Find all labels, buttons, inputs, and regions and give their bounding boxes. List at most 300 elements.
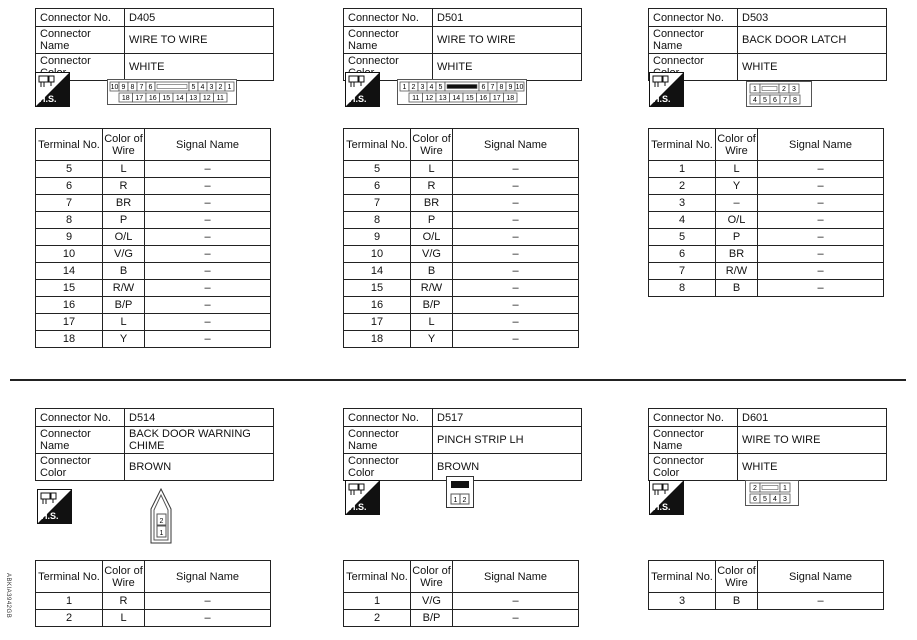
pin-label: 18 [506, 94, 515, 102]
color-of-wire-header: Color of Wire [103, 129, 145, 161]
pin-label: 4 [200, 83, 205, 91]
wire-color-cell: R [103, 178, 145, 195]
wire-color-cell: P [103, 212, 145, 229]
wire-color-cell: V/G [103, 246, 145, 263]
pin-label: 7 [490, 83, 495, 91]
harness-side-icon [35, 72, 70, 107]
wire-color-cell: L [103, 610, 145, 627]
pin-label: 4 [753, 96, 757, 104]
terminal-no-cell: 7 [344, 195, 411, 212]
signal-name-cell: – [758, 178, 884, 195]
terminal-table [35, 560, 271, 627]
terminal-no-cell: 2 [649, 178, 716, 195]
pin-label: 2 [753, 484, 757, 492]
wire-color-cell: L [103, 314, 145, 331]
wire-color-cell: O/L [103, 229, 145, 246]
signal-name-header: Signal Name [145, 129, 271, 161]
signal-name-cell: – [145, 297, 271, 314]
pin-label: 3 [420, 83, 425, 91]
hs-label: H.S. [41, 511, 59, 521]
terminal-row [649, 212, 884, 229]
terminal-table [648, 128, 884, 297]
terminal-table [343, 560, 579, 627]
terminal-row [344, 229, 579, 246]
terminal-row [344, 263, 579, 280]
terminal-no-cell: 7 [36, 195, 103, 212]
signal-name-cell: – [145, 178, 271, 195]
pin-label: 7 [139, 83, 144, 91]
wire-color-cell: B [103, 263, 145, 280]
pin-row-bottom [750, 494, 790, 503]
signal-name-cell: – [145, 161, 271, 178]
terminal-row [344, 178, 579, 195]
connector-face-diagram [397, 79, 527, 105]
wire-color-cell: B [716, 593, 758, 610]
connector-name-value: PINCH STRIP LH [433, 427, 582, 454]
wire-color-cell: R [411, 178, 453, 195]
wire-color-cell: R/W [411, 280, 453, 297]
terminal-table-d405 [35, 128, 271, 348]
terminal-row [344, 593, 579, 610]
signal-name-cell: – [145, 195, 271, 212]
pin-label: 12 [202, 94, 211, 102]
terminal-no-header: Terminal No. [344, 561, 411, 593]
hs-label: H.S. [653, 94, 671, 104]
connector-block-d405 [35, 8, 274, 81]
connector-no-value: D601 [738, 409, 887, 427]
connector-info-table [343, 8, 582, 81]
terminal-no-cell: 9 [36, 229, 103, 246]
pin-row-bottom [750, 95, 800, 104]
signal-name-cell: – [758, 246, 884, 263]
pin-label: 11 [412, 94, 420, 102]
pin-label: 2 [218, 83, 223, 91]
lock-tab-slot [447, 85, 477, 89]
terminal-table-d517 [343, 560, 579, 627]
color-of-wire-header: Color of Wire [411, 561, 453, 593]
pin-label: 12 [425, 94, 434, 102]
terminal-row [344, 212, 579, 229]
terminal-table [35, 128, 271, 348]
terminal-no-cell: 2 [36, 610, 103, 627]
connector-color-value: WHITE [738, 454, 887, 481]
wire-color-cell: P [411, 212, 453, 229]
signal-name-cell: – [453, 229, 579, 246]
signal-name-cell: – [453, 178, 579, 195]
pin-label: 2 [782, 85, 786, 93]
terminal-no-cell: 18 [344, 331, 411, 348]
terminal-row [649, 195, 884, 212]
wire-color-cell: L [411, 314, 453, 331]
terminal-no-cell: 8 [344, 212, 411, 229]
terminal-row [36, 610, 271, 627]
connector-face-diagram [107, 79, 237, 105]
connector-info-table [343, 408, 582, 481]
wire-color-cell: B/P [103, 297, 145, 314]
signal-name-cell: – [453, 314, 579, 331]
connector-block-d501 [343, 8, 582, 81]
pin-label: 17 [135, 94, 144, 102]
terminal-no-cell: 6 [36, 178, 103, 195]
terminal-row [344, 195, 579, 212]
terminal-no-header: Terminal No. [36, 129, 103, 161]
harness-side-icon [345, 480, 380, 515]
wire-color-cell: L [716, 161, 758, 178]
wire-color-cell: O/L [411, 229, 453, 246]
connector-name-value: BACK DOOR LATCH [738, 27, 887, 54]
wire-color-cell: R/W [716, 263, 758, 280]
pin-label: 2 [462, 497, 467, 504]
terminal-row [36, 246, 271, 263]
lock-tab-slot [157, 85, 187, 89]
pin-label: 6 [773, 96, 777, 104]
color-of-wire-header: Color of Wire [716, 129, 758, 161]
connector-name-value: BACK DOOR WARNING CHIME [125, 427, 274, 454]
connector-color-value: BROWN [433, 454, 582, 481]
pin-label: 10 [515, 83, 524, 91]
terminal-table-d501 [343, 128, 579, 348]
pin-row-top [110, 82, 234, 91]
signal-name-cell: – [453, 195, 579, 212]
connector-name-label: Connector Name [36, 427, 125, 454]
terminal-no-cell: 9 [344, 229, 411, 246]
wire-color-cell: Y [716, 178, 758, 195]
pin-label: 3 [792, 85, 796, 93]
pin-label: 4 [429, 83, 434, 91]
connector-no-label: Connector No. [36, 9, 125, 27]
pin-label: 1 [753, 85, 757, 93]
connector-name-label: Connector Name [36, 27, 125, 54]
connector-face-diagram [746, 81, 812, 107]
terminal-row [344, 610, 579, 627]
signal-name-cell: – [145, 314, 271, 331]
pin-label: 16 [148, 94, 157, 102]
terminal-table-d503 [648, 128, 884, 297]
terminal-no-cell: 5 [36, 161, 103, 178]
connector-no-label: Connector No. [649, 409, 738, 427]
terminal-row [649, 593, 884, 610]
harness-side-icon [649, 72, 684, 107]
pin-row-top [400, 82, 524, 91]
wire-color-cell: L [103, 161, 145, 178]
wire-color-cell: P [716, 229, 758, 246]
pin-label: 1 [402, 83, 407, 91]
terminal-no-cell: 8 [36, 212, 103, 229]
wire-color-cell: B [411, 263, 453, 280]
terminal-row [649, 280, 884, 297]
signal-name-cell: – [145, 263, 271, 280]
terminal-no-cell: 7 [649, 263, 716, 280]
wire-color-cell: BR [103, 195, 145, 212]
terminal-no-cell: 1 [649, 161, 716, 178]
signal-name-cell: – [453, 212, 579, 229]
signal-name-header: Signal Name [758, 129, 884, 161]
connector-no-value: D405 [125, 9, 274, 27]
connector-face-diagram [446, 476, 474, 508]
pin-label: 2 [411, 83, 416, 91]
terminal-row [649, 263, 884, 280]
pin-label: 5 [763, 495, 767, 503]
terminal-row [36, 331, 271, 348]
terminal-row [344, 314, 579, 331]
pin-label: 1 [227, 83, 232, 91]
harness-side-icon [345, 72, 380, 107]
connector-face-diagram [147, 487, 175, 547]
connector-block-d601 [648, 408, 887, 481]
signal-name-cell: – [453, 331, 579, 348]
pin-label: 9 [121, 83, 126, 91]
terminal-no-header: Terminal No. [649, 129, 716, 161]
terminal-table-d601 [648, 560, 884, 610]
terminal-row [36, 195, 271, 212]
signal-name-header: Signal Name [453, 129, 579, 161]
connector-color-value: BROWN [125, 454, 274, 481]
terminal-no-cell: 3 [649, 195, 716, 212]
hs-label: H.S. [349, 94, 367, 104]
wire-color-cell: – [716, 195, 758, 212]
pin-label: 4 [773, 495, 777, 503]
color-of-wire-header: Color of Wire [716, 561, 758, 593]
terminal-no-cell: 6 [649, 246, 716, 263]
signal-name-header: Signal Name [453, 561, 579, 593]
terminal-table [343, 128, 579, 348]
pin-row-top [750, 483, 790, 492]
pin-label: 5 [191, 83, 196, 91]
color-of-wire-header: Color of Wire [103, 561, 145, 593]
connector-no-label: Connector No. [649, 9, 738, 27]
signal-name-cell: – [145, 246, 271, 263]
terminal-no-header: Terminal No. [344, 129, 411, 161]
connector-name-value: WIRE TO WIRE [433, 27, 582, 54]
wire-color-cell: O/L [716, 212, 758, 229]
signal-name-cell: – [145, 212, 271, 229]
pin-label: 10 [110, 83, 119, 91]
terminal-no-cell: 14 [344, 263, 411, 280]
wire-color-cell: BR [411, 195, 453, 212]
wire-color-cell: V/G [411, 246, 453, 263]
connector-color-label: Connector [36, 54, 125, 81]
terminal-no-cell: 16 [344, 297, 411, 314]
pin-label: 9 [508, 83, 513, 91]
pin-label: 8 [793, 96, 797, 104]
pin-label: 14 [452, 94, 461, 102]
connector-no-value: D517 [433, 409, 582, 427]
terminal-row [344, 331, 579, 348]
pin-label: 2 [159, 518, 164, 525]
pin-row-bottom [409, 93, 517, 102]
connector-name-value: WIRE TO WIRE [125, 27, 274, 54]
terminal-no-cell: 4 [649, 212, 716, 229]
terminal-no-cell: 5 [344, 161, 411, 178]
connector-color-label: Connector Color [344, 454, 433, 481]
connector-no-value: D503 [738, 9, 887, 27]
pin-label: 15 [465, 94, 474, 102]
connector-no-label: Connector No. [344, 9, 433, 27]
pin-label: 3 [783, 495, 787, 503]
terminal-row [36, 263, 271, 280]
terminal-row [344, 280, 579, 297]
terminal-no-cell: 10 [344, 246, 411, 263]
wire-color-cell: L [411, 161, 453, 178]
terminal-table-d514 [35, 560, 271, 627]
connector-color-label: Connector Color [36, 454, 125, 481]
wire-color-cell: B/P [411, 610, 453, 627]
terminal-row [344, 246, 579, 263]
signal-name-cell: – [453, 297, 579, 314]
pin-label: 13 [438, 94, 447, 102]
hs-label: H.S. [39, 94, 57, 104]
connector-color-label: Connector [649, 54, 738, 81]
terminal-row [649, 229, 884, 246]
connector-color-label: Connector [344, 54, 433, 81]
pin-label: 1 [159, 530, 164, 537]
terminal-no-cell: 18 [36, 331, 103, 348]
signal-name-cell: – [758, 229, 884, 246]
connector-name-label: Connector Name [344, 27, 433, 54]
terminal-no-cell: 1 [344, 593, 411, 610]
figure-code: ABKIA3942GB [5, 573, 11, 619]
connector-block-d503 [648, 8, 887, 81]
pin-label: 16 [479, 94, 488, 102]
connector-name-value: WIRE TO WIRE [738, 427, 887, 454]
connector-no-label: Connector No. [36, 409, 125, 427]
wire-color-cell: B [716, 280, 758, 297]
connector-info-table [648, 8, 887, 81]
terminal-no-cell: 2 [344, 610, 411, 627]
terminal-no-header: Terminal No. [649, 561, 716, 593]
connector-block-d514 [35, 408, 274, 481]
terminal-row [36, 280, 271, 297]
terminal-row [649, 246, 884, 263]
signal-name-cell: – [758, 280, 884, 297]
pin-row-bottom [119, 93, 227, 102]
terminal-no-cell: 14 [36, 263, 103, 280]
hs-label: H.S. [653, 502, 671, 512]
hs-label: H.S. [349, 502, 367, 512]
color-of-wire-header: Color of Wire [411, 129, 453, 161]
connector-face-diagram [745, 480, 799, 506]
lock-tab-slot [762, 486, 778, 490]
terminal-row [649, 178, 884, 195]
terminal-row [36, 161, 271, 178]
signal-name-cell: – [758, 212, 884, 229]
signal-name-header: Signal Name [145, 561, 271, 593]
terminal-row [344, 161, 579, 178]
signal-name-cell: – [758, 263, 884, 280]
signal-name-cell: – [145, 280, 271, 297]
terminal-table [648, 560, 884, 610]
terminal-row [649, 161, 884, 178]
terminal-no-cell: 8 [649, 280, 716, 297]
wire-color-cell: V/G [411, 593, 453, 610]
terminal-no-cell: 5 [649, 229, 716, 246]
harness-side-icon [37, 489, 72, 524]
connector-block-d517 [343, 408, 582, 481]
connector-no-value: D501 [433, 9, 582, 27]
pin-label: 5 [438, 83, 443, 91]
pin-label: 8 [130, 83, 135, 91]
signal-name-cell: – [453, 593, 579, 610]
pin-label: 7 [783, 96, 787, 104]
pin-label: 11 [216, 94, 224, 102]
connector-color-label: Connector Color [649, 454, 738, 481]
wire-color-cell: B/P [411, 297, 453, 314]
terminal-row [36, 212, 271, 229]
connector-name-label: Connector Name [649, 27, 738, 54]
lock-tab-slot [762, 87, 777, 91]
connector-name-label: Connector Name [649, 427, 738, 454]
harness-side-icon [649, 480, 684, 515]
terminal-no-cell: 3 [649, 593, 716, 610]
pin-label: 1 [783, 484, 787, 492]
signal-name-cell: – [145, 610, 271, 627]
connector-name-label: Connector Name [344, 427, 433, 454]
signal-name-cell: – [453, 610, 579, 627]
signal-name-cell: – [145, 593, 271, 610]
terminal-no-cell: 6 [344, 178, 411, 195]
signal-name-cell: – [145, 331, 271, 348]
terminal-no-cell: 17 [344, 314, 411, 331]
pin-row-top [750, 84, 799, 93]
pin-label: 18 [121, 94, 130, 102]
pin-label: 6 [481, 83, 486, 91]
terminal-no-cell: 15 [36, 280, 103, 297]
signal-name-cell: – [453, 280, 579, 297]
terminal-row [36, 229, 271, 246]
pin-label: 14 [175, 94, 184, 102]
signal-name-cell: – [145, 229, 271, 246]
terminal-no-cell: 15 [344, 280, 411, 297]
signal-name-cell: – [453, 246, 579, 263]
pin-label: 5 [763, 96, 767, 104]
signal-name-cell: – [453, 263, 579, 280]
terminal-no-cell: 17 [36, 314, 103, 331]
pin-label: 13 [189, 94, 198, 102]
pin-label: 8 [499, 83, 504, 91]
pin-label: 6 [148, 83, 153, 91]
connector-color-value: WHITE [125, 54, 274, 81]
pin-label: 3 [209, 83, 214, 91]
connector-color-value: WHITE [433, 54, 582, 81]
terminal-row [36, 178, 271, 195]
signal-name-cell: – [758, 161, 884, 178]
wire-color-cell: BR [716, 246, 758, 263]
wire-color-cell: Y [103, 331, 145, 348]
pin-label: 6 [753, 495, 757, 503]
terminal-no-header: Terminal No. [36, 561, 103, 593]
terminal-row [344, 297, 579, 314]
terminal-row [36, 593, 271, 610]
wire-color-cell: R [103, 593, 145, 610]
signal-name-cell: – [453, 161, 579, 178]
signal-name-cell: – [758, 593, 884, 610]
connector-no-label: Connector No. [344, 409, 433, 427]
section-divider [10, 379, 906, 381]
connector-info-table [648, 408, 887, 481]
terminal-no-cell: 1 [36, 593, 103, 610]
signal-name-header: Signal Name [758, 561, 884, 593]
signal-name-cell: – [758, 195, 884, 212]
terminal-row [36, 314, 271, 331]
pin-label: 15 [162, 94, 171, 102]
terminal-row [36, 297, 271, 314]
connector-no-value: D514 [125, 409, 274, 427]
terminal-no-cell: 16 [36, 297, 103, 314]
terminal-no-cell: 10 [36, 246, 103, 263]
wire-color-cell: R/W [103, 280, 145, 297]
pin-label: 17 [492, 94, 501, 102]
wire-color-cell: Y [411, 331, 453, 348]
